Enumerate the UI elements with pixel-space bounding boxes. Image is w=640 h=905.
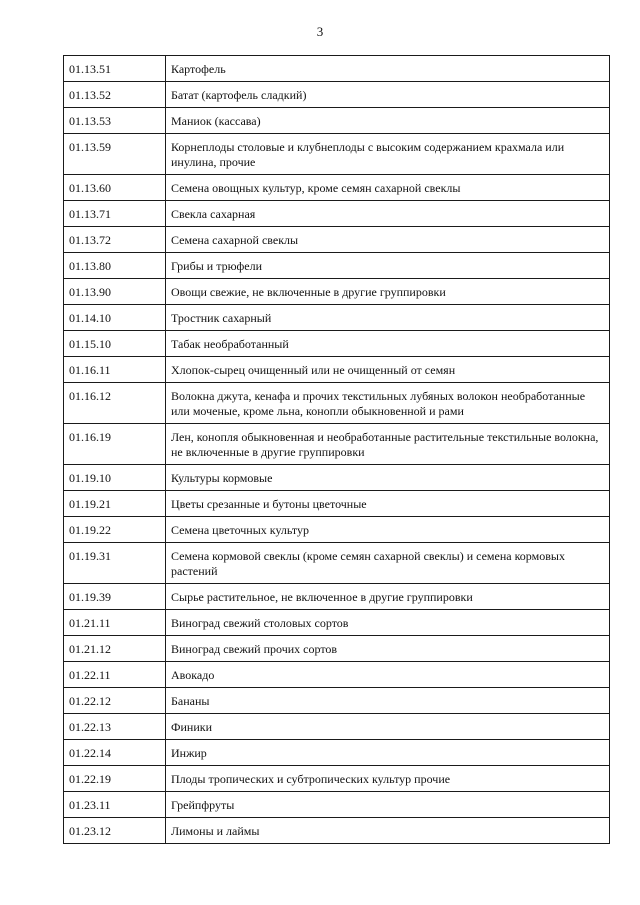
code-cell: 01.13.51 — [64, 56, 166, 82]
classification-table — [63, 55, 610, 844]
table-row — [64, 818, 610, 844]
code-cell: 01.13.59 — [64, 134, 166, 175]
table-row — [64, 424, 610, 465]
code-cell: 01.13.71 — [64, 201, 166, 227]
name-cell: Авокадо — [166, 662, 610, 688]
name-cell: Плоды тропических и субтропических культур прочие — [166, 766, 610, 792]
code-cell: 01.19.21 — [64, 491, 166, 517]
name-cell: Лимоны и лаймы — [166, 818, 610, 844]
table-row — [64, 134, 610, 175]
code-cell: 01.22.14 — [64, 740, 166, 766]
name-cell: Корнеплоды столовые и клубнеплоды с высоким содержанием крахмала или инулина, прочие — [166, 134, 610, 175]
table-row — [64, 383, 610, 424]
table-row — [64, 792, 610, 818]
name-cell: Бананы — [166, 688, 610, 714]
table-row — [64, 465, 610, 491]
table-row — [64, 543, 610, 584]
name-cell: Хлопок-сырец очищенный или не очищенный от семян — [166, 357, 610, 383]
code-cell: 01.13.60 — [64, 175, 166, 201]
name-cell: Инжир — [166, 740, 610, 766]
code-cell: 01.19.31 — [64, 543, 166, 584]
code-cell: 01.16.19 — [64, 424, 166, 465]
name-cell: Виноград свежий столовых сортов — [166, 610, 610, 636]
code-cell: 01.22.12 — [64, 688, 166, 714]
name-cell: Свекла сахарная — [166, 201, 610, 227]
code-cell: 01.13.90 — [64, 279, 166, 305]
code-cell: 01.13.72 — [64, 227, 166, 253]
table-body — [64, 56, 610, 844]
code-cell: 01.15.10 — [64, 331, 166, 357]
table-row — [64, 610, 610, 636]
table-row — [64, 517, 610, 543]
code-cell: 01.14.10 — [64, 305, 166, 331]
code-cell: 01.19.10 — [64, 465, 166, 491]
name-cell: Лен, конопля обыкновенная и необработанные растительные текстильные волокна, не включенные в другие группировки — [166, 424, 610, 465]
code-cell: 01.21.11 — [64, 610, 166, 636]
code-cell: 01.13.53 — [64, 108, 166, 134]
name-cell: Маниок (кассава) — [166, 108, 610, 134]
code-cell: 01.13.80 — [64, 253, 166, 279]
name-cell: Цветы срезанные и бутоны цветочные — [166, 491, 610, 517]
table-row — [64, 108, 610, 134]
name-cell: Семена цветочных культур — [166, 517, 610, 543]
name-cell: Табак необработанный — [166, 331, 610, 357]
name-cell: Виноград свежий прочих сортов — [166, 636, 610, 662]
code-cell: 01.22.13 — [64, 714, 166, 740]
table-row — [64, 766, 610, 792]
table-row — [64, 56, 610, 82]
name-cell: Картофель — [166, 56, 610, 82]
table-row — [64, 253, 610, 279]
table-row — [64, 662, 610, 688]
name-cell: Сырье растительное, не включенное в другие группировки — [166, 584, 610, 610]
code-cell: 01.19.39 — [64, 584, 166, 610]
table-row — [64, 82, 610, 108]
table-row — [64, 740, 610, 766]
name-cell: Овощи свежие, не включенные в другие группировки — [166, 279, 610, 305]
name-cell: Батат (картофель сладкий) — [166, 82, 610, 108]
code-cell: 01.23.11 — [64, 792, 166, 818]
code-cell: 01.22.19 — [64, 766, 166, 792]
table-row — [64, 331, 610, 357]
name-cell: Тростник сахарный — [166, 305, 610, 331]
code-cell: 01.16.12 — [64, 383, 166, 424]
table-row — [64, 714, 610, 740]
table-row — [64, 688, 610, 714]
page-number: 3 — [316, 24, 324, 39]
table-row — [64, 357, 610, 383]
name-cell: Культуры кормовые — [166, 465, 610, 491]
name-cell: Грибы и трюфели — [166, 253, 610, 279]
name-cell: Семена сахарной свеклы — [166, 227, 610, 253]
name-cell: Волокна джута, кенафа и прочих текстильных лубяных волокон необработанные или моченые, кроме льна, конопли обыкновенной и рами — [166, 383, 610, 424]
table-row — [64, 201, 610, 227]
code-cell: 01.21.12 — [64, 636, 166, 662]
name-cell: Финики — [166, 714, 610, 740]
table-row — [64, 491, 610, 517]
code-cell: 01.13.52 — [64, 82, 166, 108]
table-row — [64, 636, 610, 662]
code-cell: 01.23.12 — [64, 818, 166, 844]
name-cell: Семена кормовой свеклы (кроме семян сахарной свеклы) и семена кормовых растений — [166, 543, 610, 584]
code-cell: 01.22.11 — [64, 662, 166, 688]
table-row — [64, 279, 610, 305]
code-cell: 01.16.11 — [64, 357, 166, 383]
code-cell: 01.19.22 — [64, 517, 166, 543]
name-cell: Грейпфруты — [166, 792, 610, 818]
table-row — [64, 175, 610, 201]
name-cell: Семена овощных культур, кроме семян сахарной свеклы — [166, 175, 610, 201]
table-row — [64, 227, 610, 253]
table-row — [64, 305, 610, 331]
table-row — [64, 584, 610, 610]
